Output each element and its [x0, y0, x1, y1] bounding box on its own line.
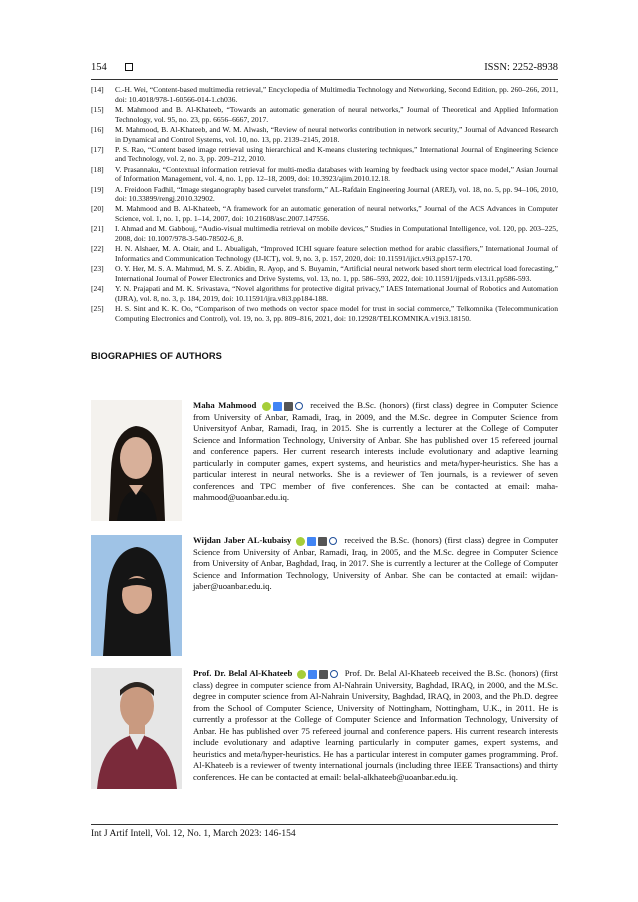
reference-number: [21] — [91, 224, 104, 234]
reference-text: H. N. Alshaer, M. A. Otair, and L. Abualigah, “Improved ICHI square feature selection method for arabic classifiers,” International Journal of Informatics and Communication Technology (IJ-ICT), vol. 9, no. 3, p. 157, 2020, doi: 10.11591/ijict.v9i3.pp157-170. — [115, 244, 558, 263]
reference-item — [91, 125, 558, 144]
reference-item — [91, 284, 558, 303]
bio-body: received the B.Sc. (honors) (first class) degree in Computer Science from University of Anbar, Ramadi, Iraq, in 2005, and the M.Sc. degree in Computer Science from University of Anbar, Baghdad, Iraq, in 2017. She is currently a lecturer at the College of Computer Science and Information Technology, University of Anbar. She can be contacted at email: wijdan-jaber@uoanbar.edu.iq. — [193, 535, 558, 592]
page-number: 154 — [91, 62, 107, 73]
reference-item — [91, 304, 558, 323]
square-bullet-icon — [125, 63, 133, 71]
orcid-icon[interactable] — [296, 537, 305, 546]
issn: ISSN: 2252-8938 — [484, 62, 558, 73]
author-photo — [91, 535, 182, 656]
scholar-icon[interactable] — [308, 670, 317, 679]
header-rule — [91, 79, 558, 80]
author-bio — [91, 400, 558, 525]
author-name: Wijdan Jaber AL-kubaisy — [193, 535, 292, 545]
scholar-icon[interactable] — [307, 537, 316, 546]
reference-item — [91, 165, 558, 184]
scholar-icon[interactable] — [273, 402, 282, 411]
reference-number: [17] — [91, 144, 104, 154]
reference-text: V. Prasannaku, “Contextual information retrieval for multi-media databases with learning by feedback using vector space model,” Asian Journal of Information Management, vol. 4, no. 1, pp. 12–18, 2009, doi: 10.3923/ajim.2010.12.18. — [115, 164, 558, 184]
reference-number: [18] — [91, 164, 104, 174]
reference-number: [25] — [91, 303, 104, 313]
reference-text: M. Mahmood, B. Al-Khateeb, and W. M. Alwash, “Review of neural networks contribution in network security,” Journal of Advanced Research in Dynamical and Control Systems, vol. 10, no. 13, pp. 2139–2145, 2018. — [115, 124, 558, 144]
bio-body: Prof. Dr. Belal Al-Khateeb received the B.Sc. (honors) (first class) degree in computer science from Al-Nahrain University, Baghdad, IRAQ, in 2000, and the M.Sc. degree in computer science from Al-Nahrain University, Baghdad, IRAQ, in 2003, and the Ph.D. degree from the School of Computer Science, University of Nottingham, Nottingham, U.K., in 2011. He is currently a professor at the College of Computer Science and Information Technology, University of Anbar. He has published over 75 refereed journal and conference papers. His current research interests include evolutionary and adaptive learning particularly in computer games, expert systems, and heuristics and meta/hyper-heuristics. He has a particular interest in computer games programming. Prof. Al-Khateeb is a reviewer of twenty international journals (including three IEEE Transactions) and thirty conferences. He can be contacted at email: belal-alkhateeb@uoanbar.edu.iq. — [193, 668, 559, 782]
page-footer: Int J Artif Intell, Vol. 12, No. 1, March 2023: 146-154 — [91, 829, 296, 839]
reference-item — [91, 85, 558, 104]
profile-icons — [297, 668, 340, 680]
reference-text: I. Ahmad and M. Gabbouj, “Audio-visual multimedia retrieval on mobile devices,” Studies in Computational Intelligence, vol. 120, pp. 203–225, 2008, doi: 10.1007/978-3-540-78502-6_8. — [115, 224, 558, 244]
reference-number: [14] — [91, 85, 104, 94]
references-list — [91, 85, 558, 324]
reference-text: M. Mahmood and B. Al-Khateeb, “A framework for an automatic generation of neural networks,” Journal of the ACS Advances in Computer Science, vol. 1, no. 1, pp. 1–14, 2007, doi: 10.21608/asc.2007.147556. — [115, 204, 558, 224]
orcid-icon[interactable] — [297, 670, 306, 679]
reference-number: [22] — [91, 244, 104, 254]
webpage-icon[interactable] — [329, 537, 337, 545]
reference-text: Y. N. Prajapati and M. K. Srivastava, “Novel algorithms for protective digital privacy,” IAES International Journal of Robotics and Automation (IJRA), vol. 8, no. 3, p. 184, 2019, doi: 10.11591/ijra.v8i3.pp184-188. — [115, 284, 558, 303]
author-bio — [91, 668, 558, 798]
bio-text — [193, 535, 558, 593]
reference-item — [91, 185, 558, 204]
reference-item — [91, 105, 558, 124]
author-name: Prof. Dr. Belal Al-Khateeb — [193, 668, 293, 678]
reference-number: [16] — [91, 124, 104, 134]
reference-number: [19] — [91, 184, 104, 194]
webpage-icon[interactable] — [330, 670, 338, 678]
reference-text: M. Mahmood and B. Al-Khateeb, “Towards an automatic generation of neural networks,” Journal of Theoretical and Applied Information Technology, vol. 95, no. 23, pp. 6656–6667, 2017. — [115, 104, 558, 124]
reference-item — [91, 145, 558, 164]
scopus-icon[interactable] — [319, 670, 328, 679]
author-photo — [91, 668, 182, 789]
reference-text: A. Freidoon Fadhil, “Image steganography based curvelet transform,” AL-Rafdain Engineering Journal (AREJ), vol. 18, no. 5, pp. 94–106, 2010, doi: 10.33899/rengj.2010.32902. — [115, 184, 558, 204]
author-bio — [91, 535, 558, 656]
bio-text — [193, 668, 558, 783]
reference-number: [23] — [91, 264, 104, 274]
author-name: Maha Mahmood — [193, 400, 257, 410]
profile-icons — [296, 535, 339, 547]
scopus-icon[interactable] — [318, 537, 327, 546]
reference-item — [91, 264, 558, 283]
biographies-heading: BIOGRAPHIES OF AUTHORS — [91, 351, 222, 361]
reference-text: C.-H. Wei, “Content-based multimedia retrieval,” Encyclopedia of Multimedia Technology and Networking, Second Edition, pp. 260–266, 2011, doi: 10.4018/978-1-60566-014-1.ch036. — [115, 85, 558, 104]
reference-item — [91, 244, 558, 263]
reference-text: O. Y. Her, M. S. A. Mahmud, M. S. Z. Abidin, R. Ayop, and S. Buyamin, “Artificial neural network based short term electrical load forecasting,” International Journal of Power Electronics and Drive Systems, vol. 13, no. 1, pp. 586–593, 2022, doi: 10.11591/ijpeds.v13.i1.pp586-593. — [115, 264, 558, 283]
footer-rule — [91, 824, 558, 825]
webpage-icon[interactable] — [295, 402, 303, 410]
bio-text — [193, 400, 558, 504]
author-photo — [91, 400, 182, 521]
reference-item — [91, 224, 558, 243]
bio-body: received the B.Sc. (honors) (first class) degree in Computer Science from University of Anbar, Ramadi, Iraq, in 2009, and the M.Sc. degree in Computer Science from Universityof Anbar, Ramadi, Iraq, in 2015. She is currently a lecturer at the College of Computer Science and Information Technology, University of Anbar. She has published over 15 refereed journal and conference papers. Her current research interests include evolutionary and adaptive learning particularly in computer games, expert systems, and heuristics and meta/hyper-heuristics. She has a particular interest in neural networks. She is a reviewer of Ten journals, is a reviewer of seven conferences and TPC member of five conferences. She can be contacted at email: maha-mahmood@uoanbar.edu.iq. — [193, 400, 559, 503]
reference-item — [91, 204, 558, 223]
reference-number: [24] — [91, 284, 104, 294]
profile-icons — [262, 400, 305, 412]
reference-number: [20] — [91, 204, 104, 214]
scopus-icon[interactable] — [284, 402, 293, 411]
reference-text: H. S. Sint and K. K. Oo, “Comparison of two methods on vector space model for trust in social commerce,” Telkomnika (Telecommunication Computing Electronics and Control), vol. 19, no. 3, pp. 809–816, 2021, doi: 10.12928/TELKOMNIKA.v19i3.18150. — [115, 303, 558, 323]
reference-number: [15] — [91, 104, 104, 114]
reference-text: P. S. Rao, “Content based image retrieval using hierarchical and K-means clustering techniques,” International Journal of Engineering Science and Technology, vol. 2, no. 3, pp. 209–212, 2010. — [115, 144, 558, 164]
page-header — [91, 60, 558, 76]
orcid-icon[interactable] — [262, 402, 271, 411]
